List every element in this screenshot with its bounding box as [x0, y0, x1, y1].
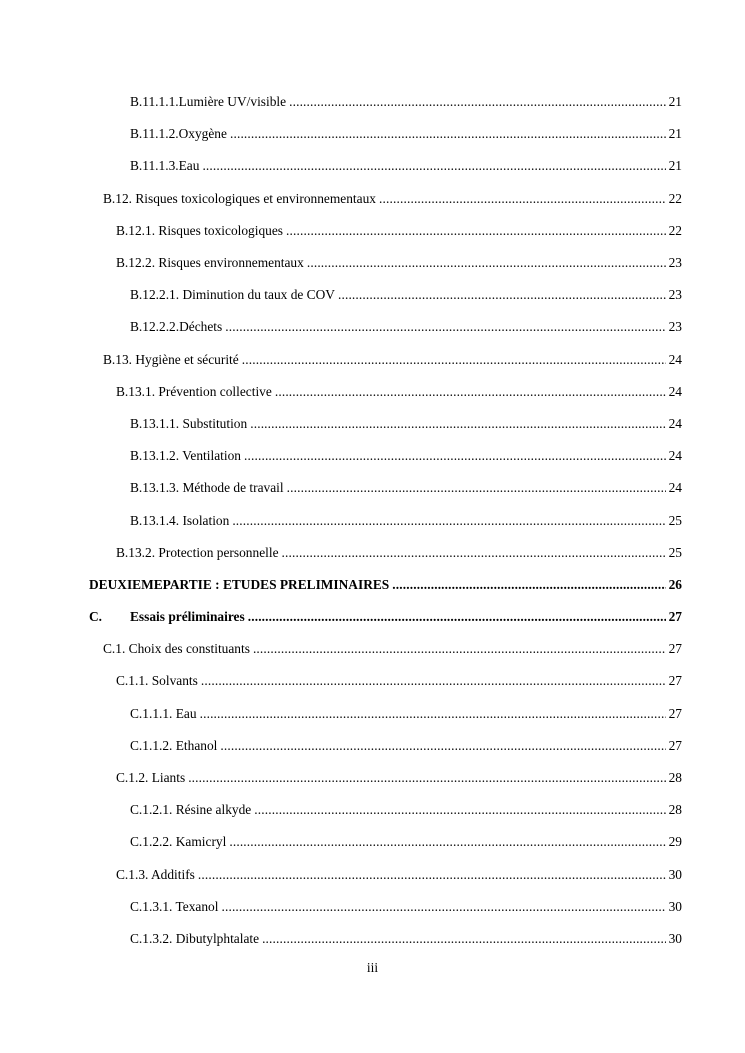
toc-dot-leader — [275, 384, 666, 400]
toc-entry[interactable] — [0, 86, 745, 118]
toc-entry[interactable] — [0, 794, 745, 826]
toc-entry[interactable] — [0, 826, 745, 858]
toc-entry-text: C.1.3.2. Dibutylphtalate — [130, 930, 260, 946]
toc-dot-leader — [201, 673, 666, 689]
toc-entry-label — [130, 158, 199, 174]
toc-entry-label — [103, 191, 376, 207]
toc-entry-page: 28 — [668, 770, 682, 786]
toc-entry-label — [89, 577, 389, 593]
toc-dot-leader — [287, 480, 666, 496]
toc-dot-leader — [253, 641, 666, 657]
toc-entry[interactable] — [0, 762, 745, 794]
toc-entry-page: 25 — [668, 512, 682, 528]
toc-entry-text: C.1.3.1. Texanol — [130, 898, 219, 914]
toc-entry[interactable] — [0, 665, 745, 697]
toc-entry[interactable] — [0, 504, 745, 536]
page-number: iii — [366, 960, 379, 975]
toc-entry-label — [130, 738, 217, 754]
toc-dot-leader — [392, 577, 665, 593]
toc-dot-leader — [248, 609, 666, 625]
toc-entry[interactable] — [0, 891, 745, 923]
toc-entry-text: B.12. Risques toxicologiques et environnementaux — [103, 190, 376, 206]
toc-dot-leader — [282, 545, 666, 561]
toc-entry-page: 22 — [668, 222, 682, 238]
toc-entry[interactable] — [0, 440, 745, 472]
toc-entry-label — [130, 319, 222, 335]
toc-entry[interactable] — [0, 311, 745, 343]
toc-entry-page: 27 — [668, 673, 682, 689]
toc-dot-leader — [379, 191, 666, 207]
toc-entry-page: 27 — [668, 705, 682, 721]
toc-entry-page: 27 — [668, 609, 682, 625]
toc-dot-leader — [250, 416, 665, 432]
toc-entry[interactable] — [0, 472, 745, 504]
toc-entry-label — [103, 352, 239, 368]
toc-dot-leader — [188, 770, 665, 786]
toc-entry-text: C.1.2.2. Kamicryl — [130, 834, 227, 850]
toc-entry-page: 30 — [668, 898, 682, 914]
toc-entry-page: 25 — [668, 544, 682, 560]
toc-entry-label — [116, 255, 304, 271]
toc-dot-leader — [286, 223, 666, 239]
toc-entry-text: B.13. Hygiène et sécurité — [103, 351, 239, 367]
toc-entry-text: B.12.1. Risques toxicologiques — [116, 222, 284, 238]
toc-entry-label — [89, 609, 245, 625]
toc-dot-leader — [307, 255, 666, 271]
toc-dot-leader — [244, 448, 666, 464]
toc-entry-text: B.12.2.1. Diminution du taux de COV — [130, 287, 335, 303]
toc-entry-text: C.1.3. Additifs — [116, 866, 195, 882]
toc-entry[interactable] — [0, 633, 745, 665]
toc-entry-page: 27 — [668, 641, 682, 657]
toc-entry[interactable] — [0, 215, 745, 247]
toc-entry-label — [130, 931, 259, 947]
toc-entry-label — [130, 448, 241, 464]
toc-entry-page: 23 — [668, 287, 682, 303]
toc-entry[interactable] — [0, 537, 745, 569]
toc-dot-leader — [338, 287, 666, 303]
toc-dot-leader — [225, 319, 665, 335]
toc-dot-leader — [230, 126, 666, 142]
toc-dot-leader — [220, 738, 665, 754]
toc-entry-label — [116, 223, 283, 239]
toc-entry-label — [130, 126, 227, 142]
toc-entry-label — [130, 480, 284, 496]
toc-entry-label — [116, 384, 272, 400]
toc-entry-page: 24 — [668, 383, 682, 399]
toc-entry-text: Essais préliminaires — [130, 609, 245, 625]
toc-entry[interactable] — [0, 344, 745, 376]
toc-entry-label — [116, 545, 279, 561]
toc-entry-text: DEUXIEMEPARTIE : ETUDES PRELIMINAIRES — [89, 576, 390, 592]
toc-entry-text: B.11.1.3.Eau — [130, 158, 200, 174]
toc-entry[interactable] — [0, 859, 745, 891]
toc-entry-label — [130, 802, 251, 818]
toc-entry-page: 24 — [668, 448, 682, 464]
toc-entry-text: B.11.1.1.Lumière UV/visible — [130, 94, 287, 110]
toc-entry[interactable] — [0, 376, 745, 408]
toc-entry-label — [130, 513, 229, 529]
toc-entry-text: C.1.2. Liants — [116, 770, 186, 786]
table-of-contents — [0, 86, 745, 955]
toc-dot-leader — [232, 513, 665, 529]
toc-entry[interactable] — [0, 183, 745, 215]
toc-entry-label — [130, 706, 197, 722]
toc-entry-page: 28 — [668, 802, 682, 818]
toc-entry-label — [116, 673, 198, 689]
toc-entry-label — [130, 416, 247, 432]
toc-entry[interactable] — [0, 601, 745, 633]
toc-entry[interactable] — [0, 923, 745, 955]
toc-entry[interactable] — [0, 150, 745, 182]
toc-entry[interactable] — [0, 698, 745, 730]
toc-entry-label — [130, 834, 226, 850]
toc-dot-leader — [254, 802, 665, 818]
toc-entry-text: B.13.1. Prévention collective — [116, 383, 272, 399]
toc-entry[interactable] — [0, 247, 745, 279]
toc-entry-text: B.13.1.2. Ventilation — [130, 448, 241, 464]
toc-entry-page: 21 — [668, 94, 682, 110]
toc-dot-leader — [200, 706, 666, 722]
toc-entry-page: 30 — [668, 866, 682, 882]
toc-entry-text: B.11.1.2.Oxygène — [130, 126, 227, 142]
toc-entry-page: 23 — [668, 319, 682, 335]
toc-entry-page: 24 — [668, 415, 682, 431]
toc-dot-leader — [262, 931, 666, 947]
toc-entry-label — [116, 867, 195, 883]
toc-entry-page: 23 — [668, 255, 682, 271]
toc-entry[interactable] — [0, 118, 745, 150]
toc-entry-page: 27 — [668, 737, 682, 753]
toc-entry-text: C.1.2.1. Résine alkyde — [130, 802, 252, 818]
toc-entry-page: 21 — [668, 158, 682, 174]
toc-entry-label — [130, 287, 335, 303]
toc-dot-leader — [229, 834, 665, 850]
toc-entry-text: C.1.1.2. Ethanol — [130, 737, 218, 753]
toc-entry-text: B.13.1.3. Méthode de travail — [130, 480, 284, 496]
toc-entry-page: 26 — [668, 576, 682, 592]
toc-entry[interactable] — [0, 279, 745, 311]
toc-entry-page: 21 — [668, 126, 682, 142]
toc-entry-text: B.13.2. Protection personnelle — [116, 544, 279, 560]
toc-entry-text: C.1.1. Solvants — [116, 673, 198, 689]
toc-entry-label — [130, 899, 218, 915]
toc-entry-page: 29 — [668, 834, 682, 850]
toc-entry-prefix: C. — [89, 609, 103, 625]
toc-entry-text: C.1.1.1. Eau — [130, 705, 197, 721]
toc-entry-label — [103, 641, 250, 657]
toc-entry-text: B.12.2.2.Déchets — [130, 319, 223, 335]
toc-entry-page: 22 — [668, 190, 682, 206]
toc-entry[interactable] — [0, 730, 745, 762]
toc-dot-leader — [198, 867, 666, 883]
toc-dot-leader — [242, 352, 666, 368]
toc-entry-label — [130, 94, 286, 110]
toc-entry-text: B.13.1.1. Substitution — [130, 415, 248, 431]
toc-entry-page: 24 — [668, 480, 682, 496]
toc-entry[interactable] — [0, 569, 745, 601]
toc-entry-label — [116, 770, 185, 786]
toc-dot-leader — [202, 158, 665, 174]
toc-entry-page: 30 — [668, 930, 682, 946]
toc-entry-text: C.1. Choix des constituants — [103, 641, 250, 657]
toc-entry[interactable] — [0, 408, 745, 440]
toc-entry-text: B.13.1.4. Isolation — [130, 512, 230, 528]
toc-entry-page: 24 — [668, 351, 682, 367]
toc-dot-leader — [221, 899, 665, 915]
toc-entry-text: B.12.2. Risques environnementaux — [116, 255, 304, 271]
toc-dot-leader — [289, 94, 666, 110]
